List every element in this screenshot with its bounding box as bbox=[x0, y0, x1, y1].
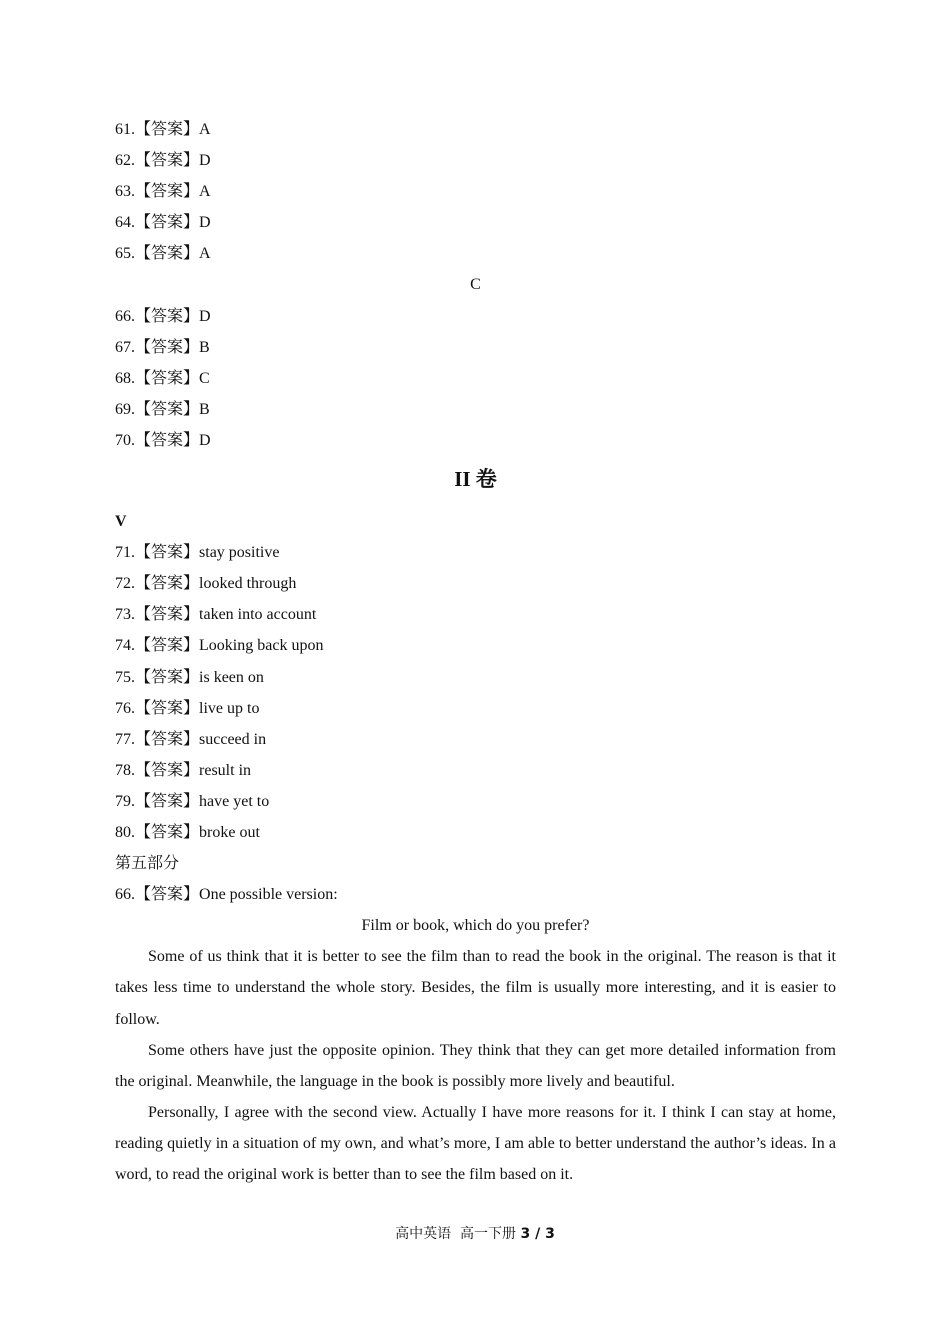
answer-line: 75.【答案】is keen on bbox=[115, 668, 264, 686]
section-label-v: V bbox=[115, 513, 127, 531]
section-label-c: C bbox=[470, 276, 481, 294]
answer-line: 61.【答案】A bbox=[115, 121, 211, 138]
page-footer bbox=[0, 1223, 950, 1243]
part-five-label: 第五部分 bbox=[115, 855, 180, 873]
answer-line: 76.【答案】live up to bbox=[115, 699, 260, 717]
essay-paragraph: Some of us think that it is better to see the film than to read the book in the original. The reason is that it takes less time to understand the whole story. Besides, the film is usually more interesting, and it is easier to follow. bbox=[115, 948, 836, 1028]
page-number: 3 / 3 bbox=[520, 1226, 555, 1242]
answer-line: 71.【答案】stay positive bbox=[115, 544, 280, 562]
answer-line: 69.【答案】B bbox=[115, 400, 210, 418]
answer-line: 62.【答案】D bbox=[115, 152, 211, 170]
answer-line: 79.【答案】have yet to bbox=[115, 792, 270, 810]
volume-heading: II 卷 bbox=[454, 467, 497, 492]
footer-label: 高中英语 高一下册 bbox=[395, 1226, 517, 1242]
answer-line: 67.【答案】B bbox=[115, 338, 210, 356]
answer-line: 72.【答案】looked through bbox=[115, 575, 297, 593]
essay-paragraph: Some others have just the opposite opinion. They think that they can get more detailed information from the original. Meanwhile, the language in the book is possibly more lively and beautiful. bbox=[115, 1041, 836, 1090]
answer-line: 77.【答案】succeed in bbox=[115, 730, 267, 748]
answer-line: 73.【答案】taken into account bbox=[115, 606, 317, 624]
answer-line: 64.【答案】D bbox=[115, 214, 211, 232]
answer-line: 70.【答案】D bbox=[115, 431, 211, 449]
answer-line: 74.【答案】Looking back upon bbox=[115, 637, 324, 655]
document-body bbox=[115, 114, 836, 1190]
essay-title: Film or book, which do you prefer? bbox=[361, 917, 590, 935]
essay-answer-line: 66.【答案】One possible version: bbox=[115, 886, 338, 904]
answer-line: 68.【答案】C bbox=[115, 369, 210, 387]
answer-line: 65.【答案】A bbox=[115, 245, 211, 263]
answer-line: 78.【答案】result in bbox=[115, 761, 252, 779]
answer-line: 80.【答案】broke out bbox=[115, 823, 260, 841]
answer-line: 63.【答案】A bbox=[115, 183, 211, 201]
essay-paragraph: Personally, I agree with the second view. Actually I have more reasons for it. I think I can stay at home, reading quietly in a situation of my own, and what’s more, I am able to better understand the author’s ideas. In a word, to read the original work is better than to see the film based on it. bbox=[115, 1103, 836, 1183]
answer-line: 66.【答案】D bbox=[115, 307, 211, 325]
